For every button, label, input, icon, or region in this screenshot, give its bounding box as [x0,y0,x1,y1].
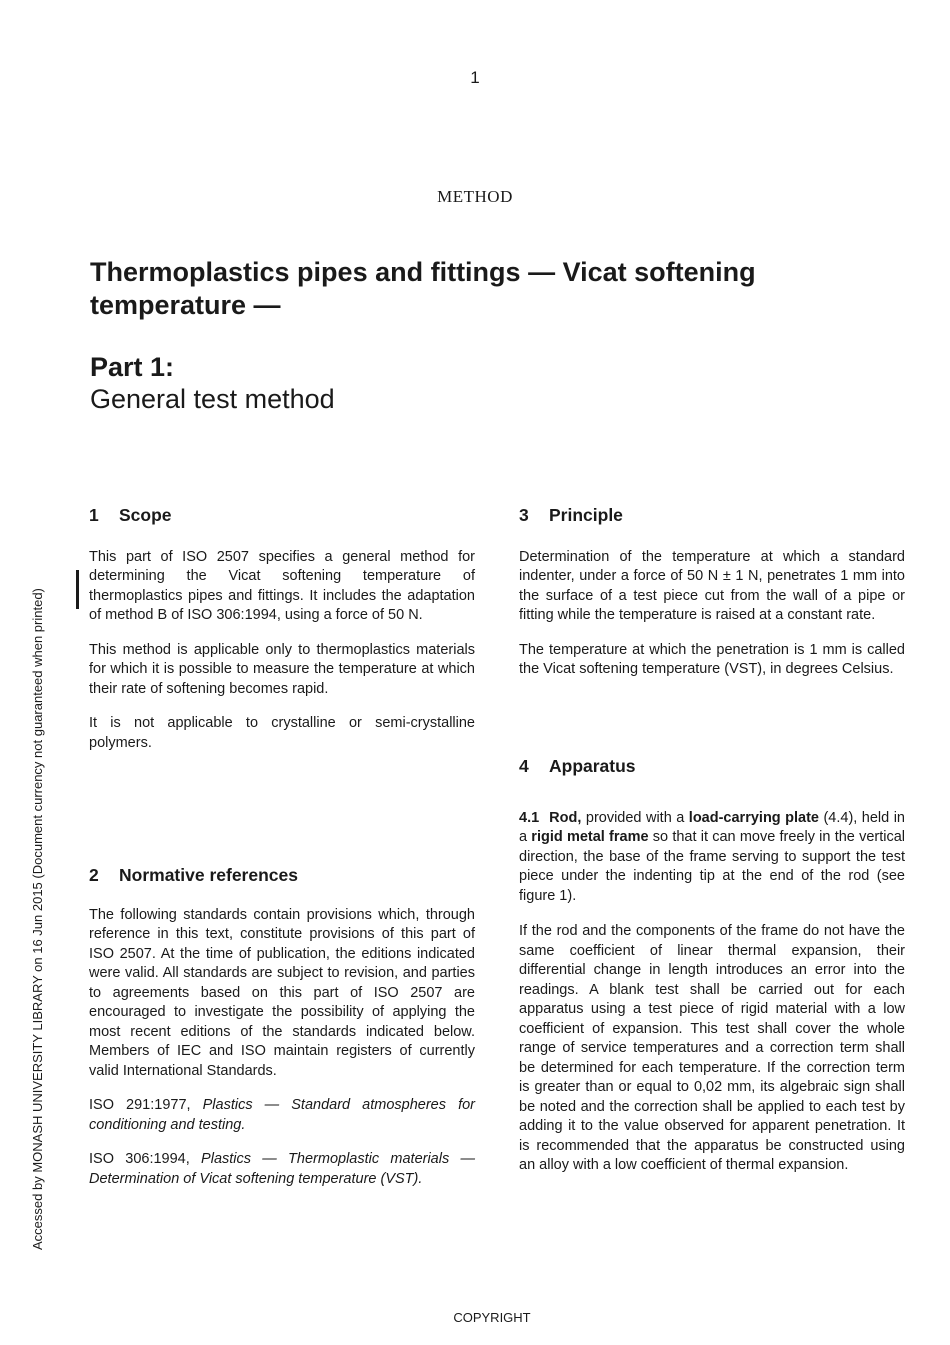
item-text: (4.4), held in a [519,809,905,845]
scope-paragraph-2: This method is applicable only to thermoplastics materials for which it is possible to measure the temperature at which their rate of softening becomes rapid. [89,641,475,697]
scope-paragraph-3: It is not applicable to crystalline or semi-crystalline polymers. [89,715,475,751]
header-label: METHOD [437,187,513,206]
reference-item [89,1150,475,1189]
scope-paragraph-1: This part of ISO 2507 specifies a general method for determining the Vicat softening temperature of thermoplastics pipes and fittings. It includes the adaptation of method B of ISO 306:1994, using a force of 50 N. [89,548,475,623]
principle-paragraph-2: The temperature at which the penetration is 1 mm is called the Vicat softening temperature (VST), in degrees Celsius. [519,641,905,677]
reference-title: Plastics — Thermoplastic materials — Determination of Vicat softening temperature (VST). [89,1151,475,1187]
term-load-carrying-plate: load-carrying plate [688,809,819,826]
principle-paragraph-1: Determination of the temperature at which a standard indenter, under a force of 50 N ± 1 N, penetrates 1 mm into the surface of a test piece cut from the wall of a pipe or fitting while the temperature is raised at a constant rate. [519,548,905,623]
item-text: provided with a [581,809,689,826]
part-subtitle: General test method [90,384,335,414]
section-principle [519,506,905,680]
normative-paragraph: The following standards contain provisions which, through reference in this text, constitute provisions of this part of ISO 2507. At the time of publication, the editions indicated were valid. All standards are subject to revision, and parties to agreements based on this part of ISO 2507 are encouraged to investigate the possibility of applying the most recent editions of the standards indicated below. Members of IEC and ISO maintain registers of currently valid International Standards. [89,906,475,1079]
change-bar [76,570,79,609]
section-title: Apparatus [549,756,636,776]
reference-title: Plastics — Standard atmospheres for conditioning and testing. [89,1097,475,1133]
reference-code: ISO 291:1977, [89,1097,191,1113]
section-heading [519,506,905,526]
page-number: 1 [470,68,480,87]
item-text: so that it can move freely in the vertical direction, the base of the frame serving to support the test piece under the indenting tip at the end of the rod (see figure 1). [519,829,906,904]
item-number: 4.1 [519,809,540,826]
section-number: 1 [89,505,99,525]
term-rigid-metal-frame: rigid metal frame [531,829,649,845]
reference-item [89,1096,475,1135]
term-rod: Rod, [549,809,582,826]
apparatus-item-4-1 [519,809,905,907]
section-title: Scope [119,505,172,525]
access-note: Accessed by MONASH UNIVERSITY LIBRARY on 16 Jun 2015 (Document currency not guaranteed when printed) [30,588,45,1250]
section-apparatus [519,757,905,1176]
section-normative-references [89,866,475,1189]
apparatus-paragraph-2: If the rod and the components of the frame do not have the same coefficient of linear thermal expansion, their differential change in length introduces an error into the readings. A blank test shall be carried out for each apparatus using a test piece of rigid material with a low coefficient of expansion. This test shall cover the whole range of service temperatures and a correction term shall be determined for each temperature. If the correction term is greater than or equal to 0,02 mm, its algebraic sign shall be noted and the correction shall be applied to each test by adding it to the value observed for apparent penetration. It is recommended that the apparatus be constructed using an alloy with a low coefficient of thermal expansion. [519,923,905,1173]
footer-copyright: COPYRIGHT [453,1310,531,1325]
section-title: Normative references [119,865,298,885]
section-number: 4 [519,756,529,776]
section-title: Principle [549,505,623,525]
section-heading [89,506,475,526]
section-number: 3 [519,505,529,525]
section-number: 2 [89,865,99,885]
document-title: Thermoplastics pipes and fittings — Vicat softening temperature — [90,257,756,320]
section-heading [519,757,905,777]
section-scope [89,506,475,753]
reference-code: ISO 306:1994, [89,1151,190,1167]
part-label: Part 1: [90,352,175,382]
section-heading [89,866,475,886]
